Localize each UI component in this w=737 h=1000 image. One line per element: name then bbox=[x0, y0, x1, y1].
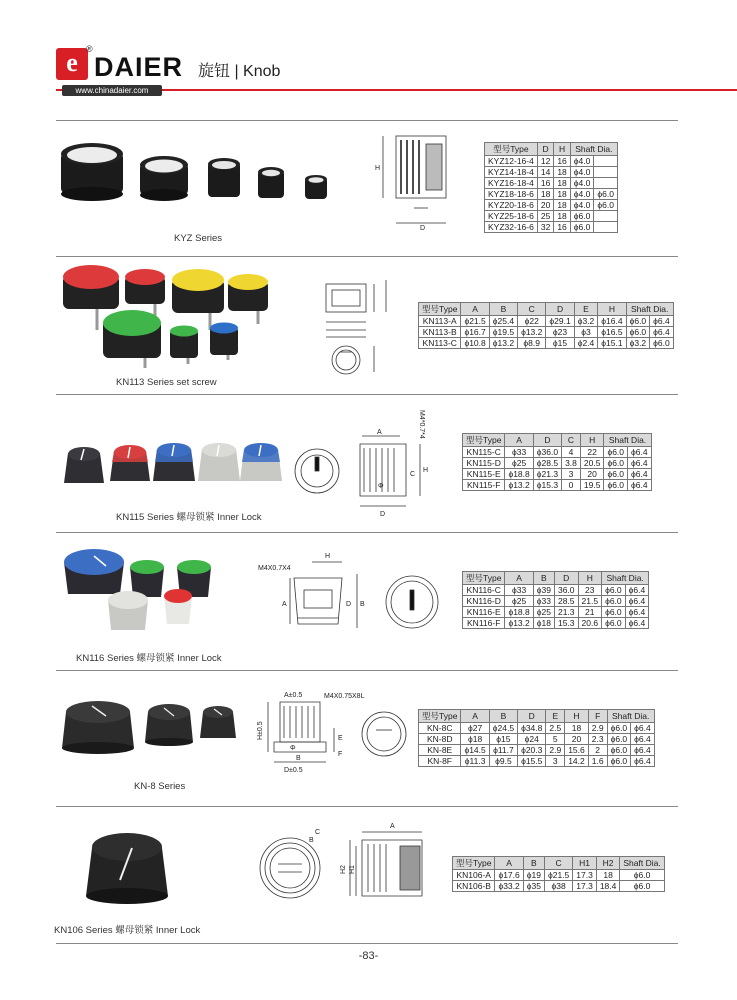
table-cell: ϕ15.1 bbox=[598, 338, 626, 349]
table-cell: KN-8D bbox=[419, 734, 461, 745]
daier-logo: e bbox=[56, 48, 88, 80]
table-cell: ϕ38 bbox=[544, 881, 572, 892]
kn116-dim-h: H bbox=[325, 553, 331, 560]
table-cell: ϕ11.7 bbox=[489, 745, 517, 756]
table-cell: ϕ15 bbox=[546, 338, 574, 349]
table-cell: 2.9 bbox=[588, 723, 607, 734]
table-cell: ϕ18.8 bbox=[505, 469, 533, 480]
table-cell: ϕ25.4 bbox=[489, 316, 517, 327]
table-cell: 20 bbox=[565, 734, 589, 745]
kn106-spec-table: 型号Type A B C H1 H2 Shaft Dia. KN106-A ϕ17.6 ϕ19 ϕ21.5 17.3 18 ϕ6.0 KN106-B ϕ33.2 ϕ35 ϕ38 17.3 18.4 ϕ6.0 bbox=[452, 856, 665, 892]
table-cell: KYZ25-18-6 bbox=[485, 211, 538, 222]
table-cell: 22 bbox=[580, 447, 604, 458]
table-cell: 2.3 bbox=[588, 734, 607, 745]
table-cell: ϕ29.1 bbox=[546, 316, 574, 327]
table-cell: 20 bbox=[580, 469, 604, 480]
kyz-dim-d: D bbox=[420, 225, 426, 232]
table-cell: 20.5 bbox=[580, 458, 604, 469]
table-cell: ϕ11.3 bbox=[461, 756, 489, 767]
table-cell: KN106-A bbox=[453, 870, 495, 881]
table-cell: ϕ34.8 bbox=[518, 723, 546, 734]
table-cell: ϕ16.5 bbox=[598, 327, 626, 338]
kn106-dim-a: A bbox=[390, 823, 395, 830]
table-cell: ϕ27 bbox=[461, 723, 489, 734]
table-cell: 14.2 bbox=[565, 756, 589, 767]
kn8-dim-b: B bbox=[296, 755, 301, 762]
table-cell: ϕ6.4 bbox=[631, 756, 655, 767]
table-cell: ϕ10.8 bbox=[461, 338, 489, 349]
kn116-spec-table: 型号Type A B D H Shaft Dia. KN116-C ϕ33 ϕ39 36.0 23 ϕ6.0 ϕ6.4 KN116-D ϕ25 ϕ33 28.5 21.5 ϕ6.0 ϕ6.4 KN116-E ϕ18.8 ϕ25 21.3 21 ϕ6.0 ϕ6.4 KN116-F ϕ13.2 ϕ18 15.3 20.6 ϕ6.0 ϕ6.4 bbox=[462, 571, 649, 629]
table-cell: 17.3 bbox=[573, 870, 597, 881]
table-cell: ϕ15.5 bbox=[518, 756, 546, 767]
table-cell: ϕ4.0 bbox=[570, 156, 594, 167]
table-cell: 21 bbox=[578, 607, 602, 618]
table-cell: 19.5 bbox=[580, 480, 604, 491]
table-row bbox=[453, 870, 665, 881]
table-cell: ϕ20.3 bbox=[518, 745, 546, 756]
table-cell: 18 bbox=[554, 211, 570, 222]
table-cell: 3.8 bbox=[562, 458, 581, 469]
kyz-spec-table: 型号Type D H Shaft Dia. KYZ12-16-4 12 16 ϕ4.0 KYZ14-18-4 14 18 ϕ4.0 KYZ16-18-4 16 18 ϕ4.0 KYZ18-18-6 18 18 ϕ4.0 ϕ6.0 KYZ20-18-6 20 18 ϕ4.0 ϕ6.0 KYZ25-18-6 25 18 ϕ6.0 KYZ32-16-6 32 16 ϕ6.0 bbox=[484, 142, 618, 233]
kn8-dim-d: D±0.5 bbox=[284, 767, 303, 774]
table-cell: ϕ6.4 bbox=[625, 618, 649, 629]
table-cell: ϕ18 bbox=[533, 618, 554, 629]
table-cell: KYZ16-18-4 bbox=[485, 178, 538, 189]
table-cell: ϕ19.5 bbox=[489, 327, 517, 338]
table-cell: ϕ6.0 bbox=[607, 756, 631, 767]
table-cell: KYZ14-18-4 bbox=[485, 167, 538, 178]
table-cell: 1.6 bbox=[588, 756, 607, 767]
kn113-spec-table: 型号Type A B C D E H Shaft Dia. KN113-A ϕ21.5 ϕ25.4 ϕ22 ϕ29.1 ϕ3.2 ϕ16.4 ϕ6.0 ϕ6.4 KN113-B ϕ16.7 ϕ19.5 ϕ13.2 ϕ23 ϕ3 ϕ16.5 ϕ6.0 ϕ6.4 KN113-C ϕ10.8 ϕ13.2 ϕ8.9 ϕ15 ϕ2.4 ϕ15.1 ϕ3.2 ϕ6.0 bbox=[418, 302, 674, 349]
kn115-thread-label: M4*0.7*4 bbox=[418, 410, 425, 439]
table-cell: ϕ21.5 bbox=[544, 870, 572, 881]
table-cell: ϕ6.0 bbox=[602, 607, 626, 618]
table-cell: 16 bbox=[554, 222, 570, 233]
table-cell: 21.5 bbox=[578, 596, 602, 607]
table-cell: ϕ25 bbox=[505, 596, 533, 607]
table-cell: 15.6 bbox=[565, 745, 589, 756]
table-cell: ϕ6.4 bbox=[628, 447, 652, 458]
table-cell: KN115-C bbox=[463, 447, 505, 458]
table-cell: 15.3 bbox=[554, 618, 578, 629]
table-cell: ϕ28.5 bbox=[533, 458, 561, 469]
brand-name: DAIER bbox=[94, 52, 184, 82]
table-cell: ϕ21.5 bbox=[461, 316, 489, 327]
kn106-dim-h2: H2 bbox=[340, 865, 347, 874]
table-cell: ϕ6.0 bbox=[607, 723, 631, 734]
table-cell: 17.3 bbox=[573, 881, 597, 892]
registered-mark: ® bbox=[86, 44, 93, 54]
table-cell: ϕ6.4 bbox=[625, 596, 649, 607]
table-cell: ϕ6.4 bbox=[625, 607, 649, 618]
kn106-dim-c: C bbox=[315, 829, 321, 836]
table-cell: ϕ6.0 bbox=[620, 881, 664, 892]
website-url: www.chinadaier.com bbox=[62, 85, 162, 96]
table-cell: KN113-B bbox=[419, 327, 461, 338]
table-cell: ϕ6.0 bbox=[570, 222, 594, 233]
table-cell: KN106-B bbox=[453, 881, 495, 892]
table-cell: ϕ36.0 bbox=[533, 447, 561, 458]
table-cell: 2 bbox=[588, 745, 607, 756]
table-cell: ϕ6.0 bbox=[604, 447, 628, 458]
table-cell: ϕ6.0 bbox=[607, 745, 631, 756]
table-cell: ϕ13.2 bbox=[489, 338, 517, 349]
table-cell: 2.5 bbox=[546, 723, 565, 734]
page-title: 旋钮 | Knob bbox=[198, 63, 281, 80]
kn106-dim-b: B bbox=[309, 837, 314, 844]
table-cell: ϕ6.4 bbox=[628, 469, 652, 480]
kyz-dim-h: H bbox=[375, 165, 381, 172]
table-cell: 18 bbox=[596, 870, 620, 881]
table-cell: ϕ6.4 bbox=[628, 480, 652, 491]
table-cell: 18 bbox=[554, 178, 570, 189]
table-cell: ϕ6.0 bbox=[602, 618, 626, 629]
table-cell: 18 bbox=[554, 167, 570, 178]
table-cell: 16 bbox=[537, 178, 553, 189]
table-cell: ϕ15.3 bbox=[533, 480, 561, 491]
table-cell: KYZ12-16-4 bbox=[485, 156, 538, 167]
table-cell: ϕ4.0 bbox=[570, 200, 594, 211]
table-cell: KN-8F bbox=[419, 756, 461, 767]
table-cell: ϕ6.4 bbox=[628, 458, 652, 469]
table-cell: ϕ4.0 bbox=[570, 167, 594, 178]
table-cell: ϕ6.4 bbox=[631, 745, 655, 756]
table-cell: KYZ20-18-6 bbox=[485, 200, 538, 211]
table-cell: ϕ8.9 bbox=[518, 338, 546, 349]
table-cell: ϕ4.0 bbox=[570, 178, 594, 189]
kn8-dim-e: E bbox=[338, 735, 343, 742]
table-cell: ϕ25 bbox=[505, 458, 533, 469]
table-cell: ϕ14.5 bbox=[461, 745, 489, 756]
table-cell: 21.3 bbox=[554, 607, 578, 618]
table-cell: 18 bbox=[554, 189, 570, 200]
table-cell: ϕ6.0 bbox=[607, 734, 631, 745]
table-cell: ϕ13.2 bbox=[518, 327, 546, 338]
table-cell: ϕ3.2 bbox=[626, 338, 650, 349]
table-cell: 0 bbox=[562, 480, 581, 491]
kn115-dim-a: A bbox=[377, 429, 382, 436]
table-cell: ϕ6.0 bbox=[594, 200, 618, 211]
table-cell: ϕ2.4 bbox=[574, 338, 598, 349]
table-cell: ϕ6.4 bbox=[650, 316, 674, 327]
kn116-thread-label: M4X0.7X4 bbox=[258, 565, 291, 572]
table-cell: ϕ6.0 bbox=[602, 596, 626, 607]
table-cell: ϕ6.0 bbox=[602, 585, 626, 596]
kn115-dim-h: H bbox=[423, 467, 429, 474]
table-cell: ϕ33 bbox=[505, 447, 533, 458]
table-cell: ϕ3.2 bbox=[574, 316, 598, 327]
table-cell: 4 bbox=[562, 447, 581, 458]
table-cell: ϕ21.3 bbox=[533, 469, 561, 480]
kn115-dim-d: D bbox=[380, 511, 386, 518]
table-cell: 23 bbox=[578, 585, 602, 596]
kn8-dim-phi: Φ bbox=[290, 745, 296, 752]
kn116-dim-d: D bbox=[346, 601, 352, 608]
table-cell: 18 bbox=[537, 189, 553, 200]
kn106-drawing bbox=[260, 832, 422, 898]
kn115-spec-table: 型号Type A D C H Shaft Dia. KN115-C ϕ33 ϕ36.0 4 22 ϕ6.0 ϕ6.4 KN115-D ϕ25 ϕ28.5 3.8 20.5 ϕ6.0 ϕ6.4 KN115-E ϕ18.8 ϕ21.3 3 20 ϕ6.0 ϕ6.4 KN115-F ϕ13.2 ϕ15.3 0 19.5 ϕ6.0 ϕ6.4 bbox=[462, 433, 652, 491]
kn116-dim-b: B bbox=[360, 601, 365, 608]
table-cell: ϕ35 bbox=[523, 881, 544, 892]
table-cell: ϕ6.4 bbox=[625, 585, 649, 596]
table-cell: KN-8C bbox=[419, 723, 461, 734]
table-cell: 28.5 bbox=[554, 596, 578, 607]
table-cell: ϕ6.0 bbox=[594, 189, 618, 200]
table-cell: ϕ6.0 bbox=[626, 327, 650, 338]
table-cell: ϕ6.0 bbox=[604, 469, 628, 480]
table-cell: ϕ18 bbox=[461, 734, 489, 745]
kn106-dim-h1: H1 bbox=[349, 865, 356, 874]
table-cell: ϕ6.0 bbox=[626, 316, 650, 327]
table-cell: 3 bbox=[546, 756, 565, 767]
table-cell: ϕ6.0 bbox=[650, 338, 674, 349]
table-cell: ϕ18.8 bbox=[505, 607, 533, 618]
table-cell: 18 bbox=[554, 200, 570, 211]
table-cell: ϕ13.2 bbox=[505, 480, 533, 491]
table-cell: ϕ16.7 bbox=[461, 327, 489, 338]
kn115-dim-phi: Φ bbox=[378, 483, 384, 490]
table-cell: 14 bbox=[537, 167, 553, 178]
table-cell: KN116-C bbox=[463, 585, 505, 596]
table-cell: 5 bbox=[546, 734, 565, 745]
table-cell: 18.4 bbox=[596, 881, 620, 892]
table-cell: ϕ22 bbox=[518, 316, 546, 327]
table-cell: 16 bbox=[554, 156, 570, 167]
kn8-dim-h: H±0.5 bbox=[257, 721, 264, 740]
table-cell: ϕ39 bbox=[533, 585, 554, 596]
table-cell: 12 bbox=[537, 156, 553, 167]
table-cell: ϕ6.4 bbox=[631, 734, 655, 745]
kn8-dim-f: F bbox=[338, 751, 343, 758]
kn106-series-label: KN106 Series 螺母锁紧 Inner Lock bbox=[54, 925, 201, 936]
table-cell: ϕ23 bbox=[546, 327, 574, 338]
table-cell: ϕ16.4 bbox=[598, 316, 626, 327]
kn116-series-label: KN116 Series 螺母锁紧 Inner Lock bbox=[76, 653, 222, 664]
kyz-series-label: KYZ Series bbox=[174, 233, 223, 244]
table-cell: ϕ6.4 bbox=[650, 327, 674, 338]
table-row bbox=[453, 881, 665, 892]
table-cell: 3 bbox=[562, 469, 581, 480]
table-cell: 2.9 bbox=[546, 745, 565, 756]
table-cell: ϕ6.0 bbox=[604, 480, 628, 491]
table-cell: KN116-F bbox=[463, 618, 505, 629]
table-cell: ϕ6.4 bbox=[631, 723, 655, 734]
kn8-thread-label: M4X0.75X8L bbox=[324, 693, 365, 700]
table-cell: ϕ25 bbox=[533, 607, 554, 618]
kn8-series-label: KN-8 Series bbox=[134, 781, 186, 792]
table-cell: ϕ33.2 bbox=[495, 881, 523, 892]
table-cell: ϕ33 bbox=[533, 596, 554, 607]
kn113-series-label: KN113 Series set screw bbox=[116, 377, 217, 388]
table-cell: KN-8E bbox=[419, 745, 461, 756]
table-cell: 20 bbox=[537, 200, 553, 211]
table-cell: 18 bbox=[565, 723, 589, 734]
table-cell: ϕ33 bbox=[505, 585, 533, 596]
table-cell: ϕ6.0 bbox=[570, 211, 594, 222]
table-cell: ϕ13.2 bbox=[505, 618, 533, 629]
kn116-dim-a: A bbox=[282, 601, 287, 608]
table-cell: ϕ19 bbox=[523, 870, 544, 881]
table-cell: ϕ17.6 bbox=[495, 870, 523, 881]
table-cell: ϕ6.0 bbox=[620, 870, 664, 881]
table-cell: KN115-F bbox=[463, 480, 505, 491]
table-cell: ϕ4.0 bbox=[570, 189, 594, 200]
kn8-spec-table: 型号Type A B D E H F Shaft Dia. KN-8C ϕ27 ϕ24.5 ϕ34.8 2.5 18 2.9 ϕ6.0 ϕ6.4 KN-8D ϕ18 ϕ15 ϕ24 5 20 2.3 ϕ6.0 ϕ6.4 KN-8E ϕ14.5 ϕ11.7 ϕ20.3 2.9 15.6 2 ϕ6.0 ϕ6.4 KN-8F ϕ11.3 ϕ9.5 ϕ15.5 3 14.2 1.6 ϕ6.0 ϕ6.4 bbox=[418, 709, 655, 767]
kn115-dim-c: C bbox=[410, 471, 416, 478]
table-cell: ϕ6.0 bbox=[604, 458, 628, 469]
table-cell: ϕ9.5 bbox=[489, 756, 517, 767]
kn8-dim-a: A±0.5 bbox=[284, 692, 303, 699]
kn106-black-knob bbox=[86, 833, 168, 904]
table-cell: 32 bbox=[537, 222, 553, 233]
table-cell: KN116-D bbox=[463, 596, 505, 607]
table-cell: KN115-D bbox=[463, 458, 505, 469]
table-cell: KYZ32-16-6 bbox=[485, 222, 538, 233]
table-cell: KYZ18-18-6 bbox=[485, 189, 538, 200]
table-cell: KN113-C bbox=[419, 338, 461, 349]
page-number: -83- bbox=[358, 950, 379, 962]
table-cell: KN116-E bbox=[463, 607, 505, 618]
table-cell: 20.6 bbox=[578, 618, 602, 629]
table-cell: ϕ24.5 bbox=[489, 723, 517, 734]
table-cell: KN115-E bbox=[463, 469, 505, 480]
table-cell: ϕ24 bbox=[518, 734, 546, 745]
kn115-series-label: KN115 Series 螺母锁紧 Inner Lock bbox=[116, 512, 262, 523]
table-cell: ϕ15 bbox=[489, 734, 517, 745]
table-cell: 36.0 bbox=[554, 585, 578, 596]
th-type: 型号Type bbox=[485, 143, 538, 156]
table-cell: KN113-A bbox=[419, 316, 461, 327]
table-cell: ϕ3 bbox=[574, 327, 598, 338]
table-cell: 25 bbox=[537, 211, 553, 222]
